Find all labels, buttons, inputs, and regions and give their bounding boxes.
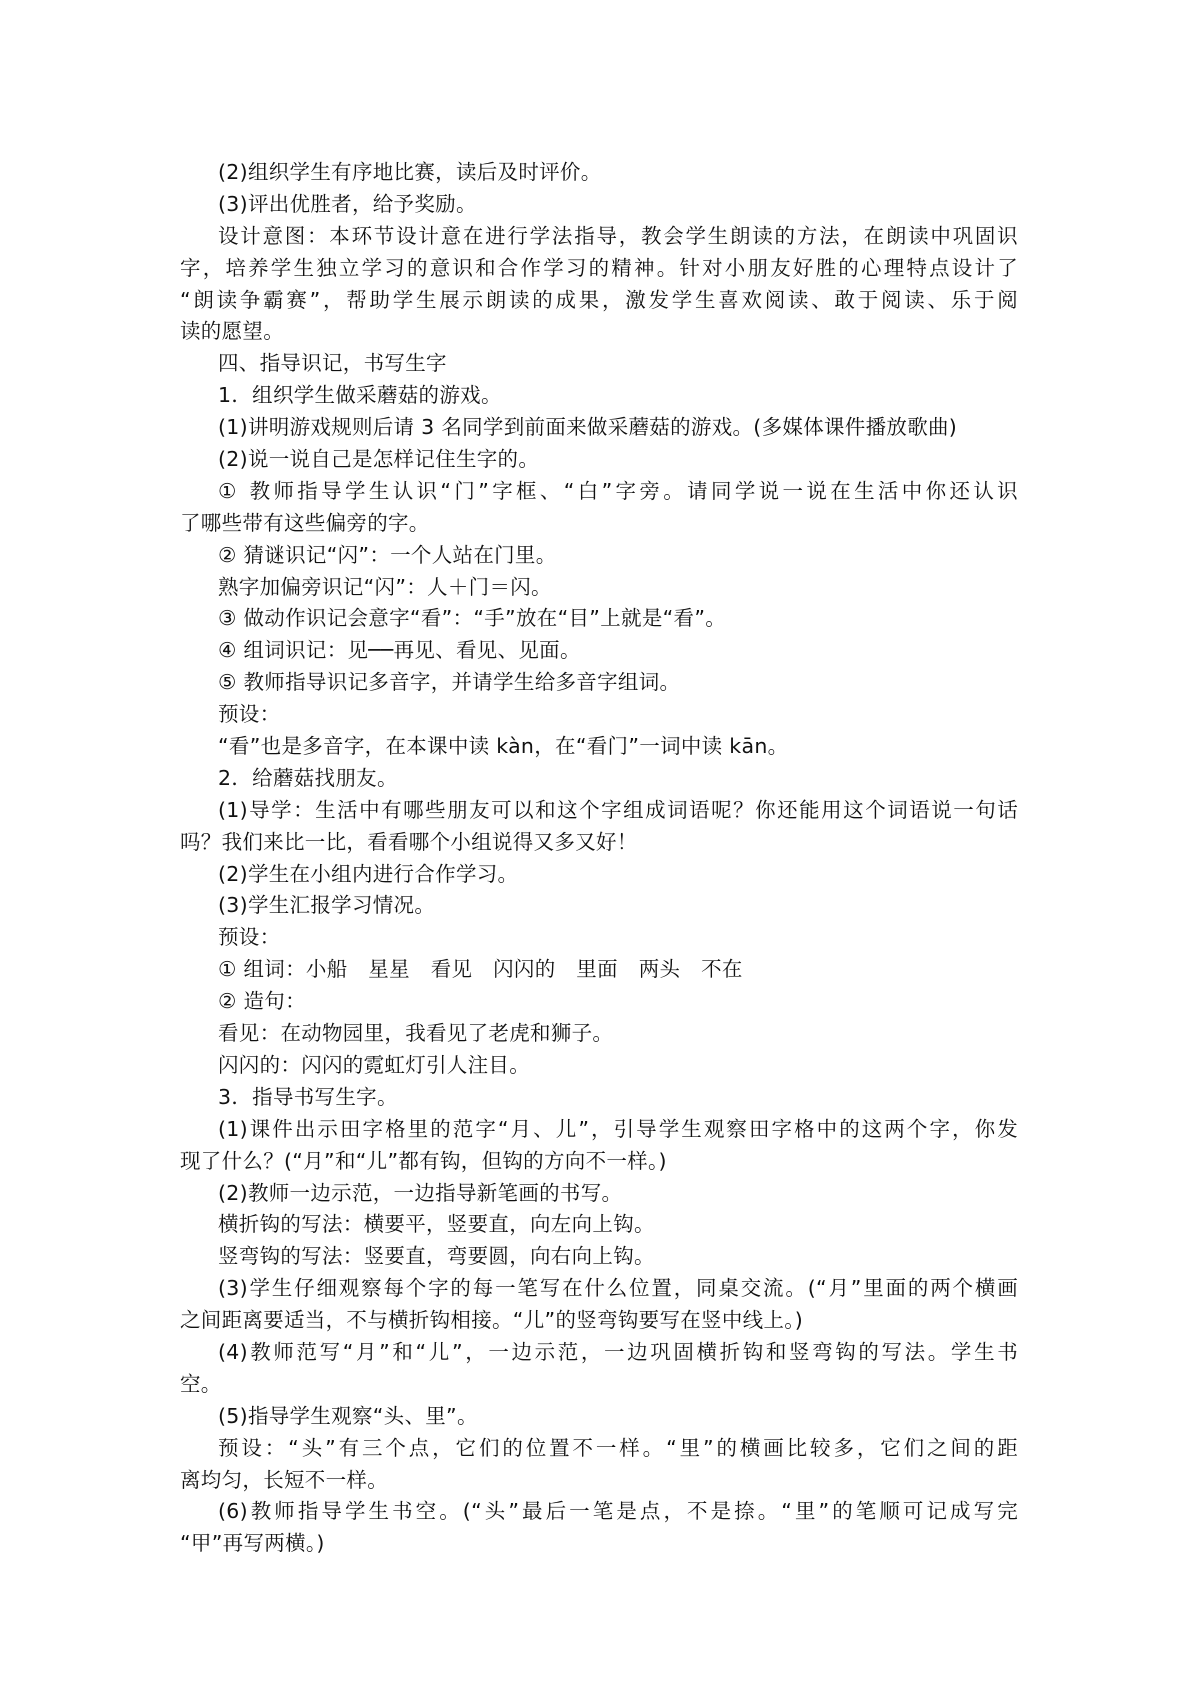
text-line: 了哪些带有这些偏旁的字。 — [180, 510, 430, 535]
text-line: 之间距离要适当，不与横折钩相接。“儿”的竖弯钩要写在竖中线上。) — [180, 1308, 804, 1333]
text-line: “看”也是多音字，在本课中读 kàn，在“看门”一词中读 kān。 — [218, 734, 789, 759]
text-line: 设计意图：本环节设计意在进行学法指导，教会学生朗读的方法，在朗读中巩固识 — [218, 223, 1018, 248]
text-line: ⑤ 教师指导识记多音字，并请学生给多音字组词。 — [218, 670, 681, 695]
text-line: 预设： — [218, 702, 281, 727]
text-line: 预设：“头”有三个点，它们的位置不一样。“里”的横画比较多，它们之间的距 — [218, 1435, 1018, 1460]
text-line: 看见：在动物园里，我看见了老虎和狮子。 — [218, 1021, 614, 1046]
text-line: 吗？我们来比一比，看看哪个小组说得又多又好！ — [180, 829, 638, 854]
text-line: (2)组织学生有序地比赛，读后及时评价。 — [218, 160, 602, 184]
text-line: 闪闪的：闪闪的霓虹灯引人注目。 — [218, 1052, 530, 1077]
text-line: 空。 — [180, 1371, 222, 1396]
text-line: 熟字加偏旁识记“闪”：人＋门＝闪。 — [218, 574, 552, 599]
text-line: 读的愿望。 — [180, 319, 284, 344]
text-line: 2．给蘑菇找朋友。 — [218, 765, 398, 790]
text-line: “甲”再写两横。) — [180, 1531, 325, 1556]
text-line: ④ 组词识记：见──再见、看见、见面。 — [218, 638, 581, 663]
text-line: 现了什么？(“月”和“儿”都有钩，但钩的方向不一样。) — [180, 1148, 667, 1173]
text-line: (4)教师范写“月”和“儿”，一边示范，一边巩固横折钩和竖弯钩的写法。学生书 — [218, 1339, 1018, 1364]
text-line: “朗读争霸赛”，帮助学生展示朗读的成果，激发学生喜欢阅读、敢于阅读、乐于阅 — [180, 287, 1018, 312]
text-line: 1．组织学生做采蘑菇的游戏。 — [218, 383, 502, 408]
text-line: 3．指导书写生字。 — [218, 1084, 398, 1109]
text-line: ① 教师指导学生认识“门”字框、“白”字旁。请同学说一说在生活中你还认识 — [218, 478, 1018, 503]
document-body — [180, 157, 1018, 1560]
text-line: (3)学生仔细观察每个字的每一笔写在什么位置，同桌交流。(“月”里面的两个横画 — [218, 1276, 1018, 1301]
text-line: (2)教师一边示范，一边指导新笔画的书写。 — [218, 1180, 623, 1205]
text-line: 横折钩的写法：横要平，竖要直，向左向上钩。 — [218, 1212, 655, 1237]
text-line: 字，培养学生独立学习的意识和合作学习的精神。针对小朋友好胜的心理特点设计了 — [180, 255, 1018, 280]
text-line: ③ 做动作识记会意字“看”：“手”放在“目”上就是“看”。 — [218, 606, 727, 631]
text-line: (1)课件出示田字格里的范字“月、儿”，引导学生观察田字格中的这两个字，你发 — [218, 1116, 1018, 1141]
text-line: 预设： — [218, 925, 281, 950]
text-line: (2)学生在小组内进行合作学习。 — [218, 861, 519, 886]
text-line: ② 造句： — [218, 989, 306, 1014]
text-line: (6)教师指导学生书空。(“头”最后一笔是点，不是捺。“里”的笔顺可记成写完 — [218, 1499, 1018, 1524]
text-line: (2)说一说自己是怎样记住生字的。 — [218, 447, 540, 472]
text-line: ② 猜谜识记“闪”：一个人站在门里。 — [218, 542, 557, 567]
text-line: (3)评出优胜者，给予奖励。 — [218, 191, 477, 216]
text-line: (1)讲明游戏规则后请 3 名同学到前面来做采蘑菇的游戏。(多媒体课件播放歌曲) — [218, 415, 958, 440]
section-heading: 四、指导识记，书写生字 — [218, 351, 447, 376]
text-line: (3)学生汇报学习情况。 — [218, 893, 436, 918]
text-line: ① 组词：小船 星星 看见 闪闪的 里面 两头 不在 — [218, 957, 743, 982]
text-line: 离均匀，长短不一样。 — [180, 1467, 388, 1492]
text-line: (5)指导学生观察“头、里”。 — [218, 1403, 478, 1428]
text-line: (1)导学：生活中有哪些朋友可以和这个字组成词语呢？你还能用这个词语说一句话 — [218, 797, 1018, 822]
text-line: 竖弯钩的写法：竖要直，弯要圆，向右向上钩。 — [218, 1244, 655, 1269]
